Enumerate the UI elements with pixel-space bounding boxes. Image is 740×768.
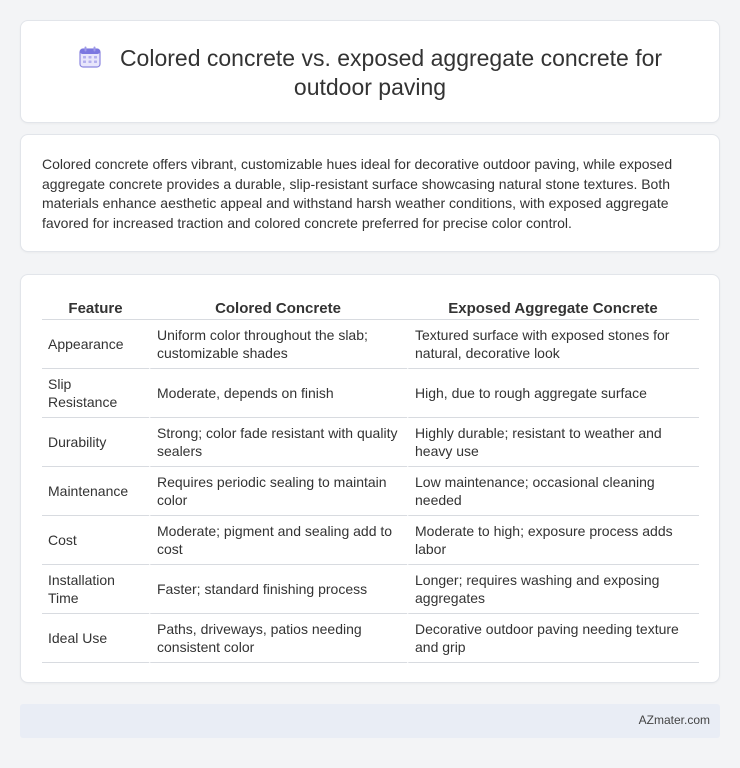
feature-cell: Appearance (42, 320, 149, 369)
summary-card (20, 134, 720, 252)
table-row (42, 369, 699, 418)
page-title-text: Colored concrete vs. exposed aggregate concrete for outdoor paving (119, 45, 663, 100)
title-card (20, 20, 720, 123)
aggregate-cell: High, due to rough aggregate surface (407, 369, 699, 418)
table-row (42, 467, 699, 516)
footer-bar (20, 704, 720, 738)
table-row (42, 614, 699, 663)
header-exposed-aggregate: Exposed Aggregate Concrete (407, 295, 699, 320)
header-colored-concrete: Colored Concrete (149, 295, 407, 320)
footer-source[interactable]: AZmater.com (638, 713, 710, 727)
feature-cell: Slip Resistance (42, 369, 149, 418)
aggregate-cell: Decorative outdoor paving needing texture and grip (407, 614, 699, 663)
colored-cell: Requires periodic sealing to maintain color (149, 467, 407, 516)
comparison-table (42, 295, 699, 663)
header-feature: Feature (42, 295, 149, 320)
feature-cell: Ideal Use (42, 614, 149, 663)
comparison-table-card (20, 274, 720, 683)
colored-cell: Faster; standard finishing process (149, 565, 407, 614)
colored-cell: Uniform color throughout the slab; customizable shades (149, 320, 407, 369)
calendar-icon (78, 45, 102, 69)
aggregate-cell: Highly durable; resistant to weather and heavy use (407, 418, 699, 467)
table-header-row (42, 295, 699, 320)
page-title (61, 44, 679, 102)
colored-cell: Moderate, depends on finish (149, 369, 407, 418)
table-row (42, 565, 699, 614)
colored-cell: Moderate; pigment and sealing add to cost (149, 516, 407, 565)
summary-text: Colored concrete offers vibrant, customizable hues ideal for decorative outdoor paving, while exposed aggregate concrete provides a durable, slip-resistant surface showcasing natural stone textures. Both materials enhance aesthetic appeal and withstand harsh weather conditions, with exposed aggregate favored for increased traction and colored concrete preferred for precise color control. (42, 156, 673, 231)
colored-cell: Paths, driveways, patios needing consistent color (149, 614, 407, 663)
table-row (42, 418, 699, 467)
feature-cell: Installation Time (42, 565, 149, 614)
aggregate-cell: Moderate to high; exposure process adds labor (407, 516, 699, 565)
table-row (42, 516, 699, 565)
aggregate-cell: Longer; requires washing and exposing aggregates (407, 565, 699, 614)
colored-cell: Strong; color fade resistant with quality sealers (149, 418, 407, 467)
aggregate-cell: Low maintenance; occasional cleaning needed (407, 467, 699, 516)
aggregate-cell: Textured surface with exposed stones for natural, decorative look (407, 320, 699, 369)
feature-cell: Cost (42, 516, 149, 565)
feature-cell: Durability (42, 418, 149, 467)
feature-cell: Maintenance (42, 467, 149, 516)
table-row (42, 320, 699, 369)
